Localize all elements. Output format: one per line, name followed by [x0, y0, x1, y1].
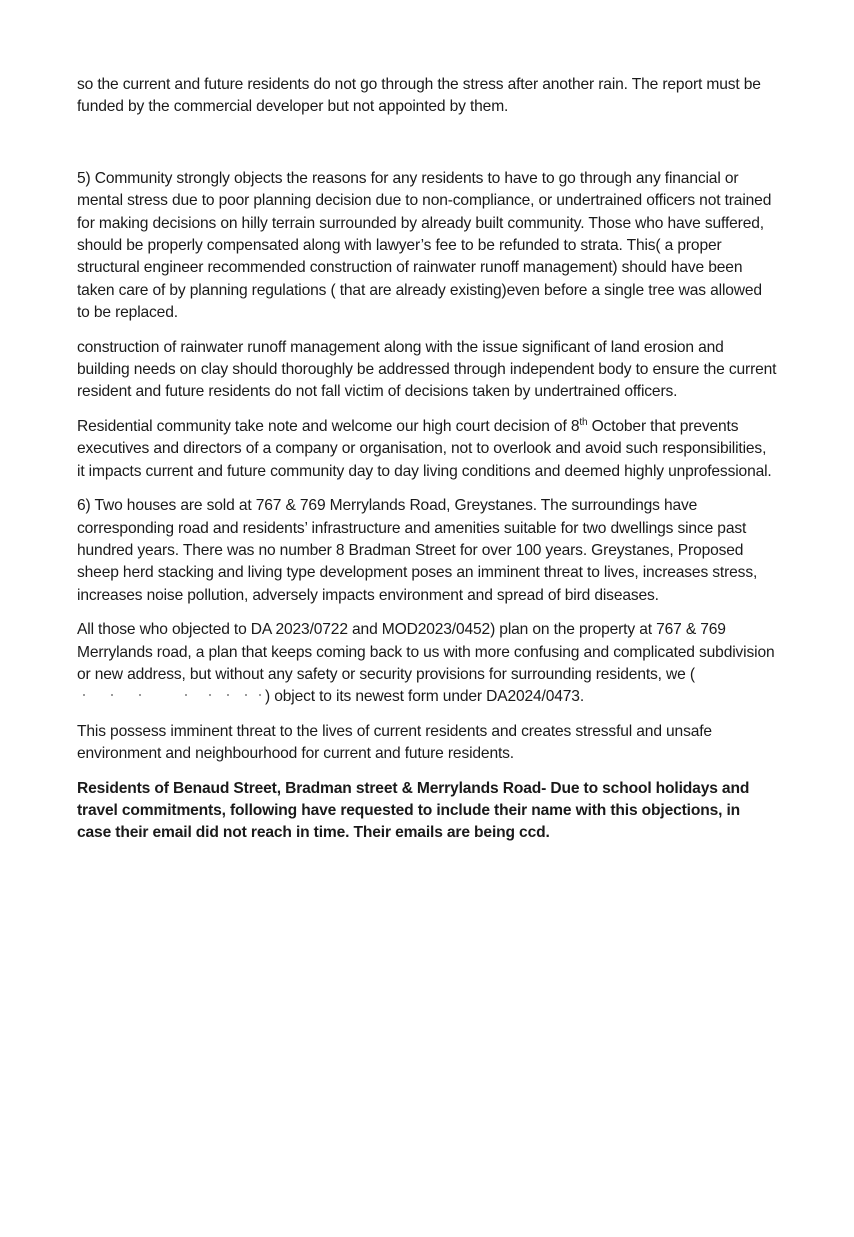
objection-text-before: All those who objected to DA 2023/0722 and MOD2023/0452) plan on the property at 767 & 769 Merrylands road, a plan that keeps coming back to us with more confusing and complicated subdivision or new address, but without any safety or security provisions for surrounding residents, we ( — [77, 621, 775, 683]
objection-text-after: ) object to its newest form under DA2024/0473. — [265, 688, 585, 706]
redacted-names — [77, 691, 265, 703]
court-date-superscript: th — [579, 416, 588, 428]
paragraph-report-funding: so the current and future residents do not go through the stress after another rain. The report must be funded by the commercial developer but not appointed by them. — [77, 76, 761, 116]
paragraph-rainwater-runoff: construction of rainwater runoff management along with the issue significant of land erosion and building needs on clay should thoroughly be addressed through independent body to ensure the current resident and future residents do not fall victim of decisions taken by undertrained officers. — [77, 338, 777, 401]
document-page — [77, 74, 777, 857]
paragraph-residents-closing: Residents of Benaud Street, Bradman street & Merrylands Road- Due to school holidays and travel commitments, following have requested to include their name with this objections, in case their email did not reach in time. Their emails are being ccd. — [77, 779, 750, 842]
paragraph-objection-da — [77, 619, 777, 709]
paragraph-5-community-objection: 5) Community strongly objects the reasons for any residents to have to go through any financial or mental stress due to poor planning decision due to non-compliance, or undertrained officers not trained for making decisions on hilly terrain surrounded by already built community. Those who have suffered, should be properly compensated along with lawyer’s fee to be refunded to strata. This( a proper structural engineer recommended construction of rainwater runoff management) should have been taken care of by planning regulations ( that are already existing)even before a single tree was allowed to be replaced. — [77, 169, 772, 322]
paragraph-6-houses-sold: 6) Two houses are sold at 767 & 769 Merrylands Road, Greystanes. The surroundings have corresponding road and residents’ infrastructure and amenities suitable for two dwellings since past hundred years. There was no number 8 Bradman Street for over 100 years. Greystanes, Proposed sheep herd stacking and living type development poses an imminent threat to lives, increases stress, increases noise pollution, adversely impacts environment and spread of bird diseases. — [77, 497, 758, 604]
paragraph-high-court-decision — [77, 416, 777, 483]
court-text-before: Residential community take note and welcome our high court decision of 8 — [77, 417, 580, 435]
court-text-after: October that prevents executives and directors of a company or organisation, not to overlook and avoid such responsibilities, it impacts current and future community day to day living conditions and deemed highly unprofessional. — [77, 417, 772, 480]
paragraph-imminent-threat: This possess imminent threat to the lives of current residents and creates stressful and unsafe environment and neighbourhood for current and future residents. — [77, 722, 712, 763]
